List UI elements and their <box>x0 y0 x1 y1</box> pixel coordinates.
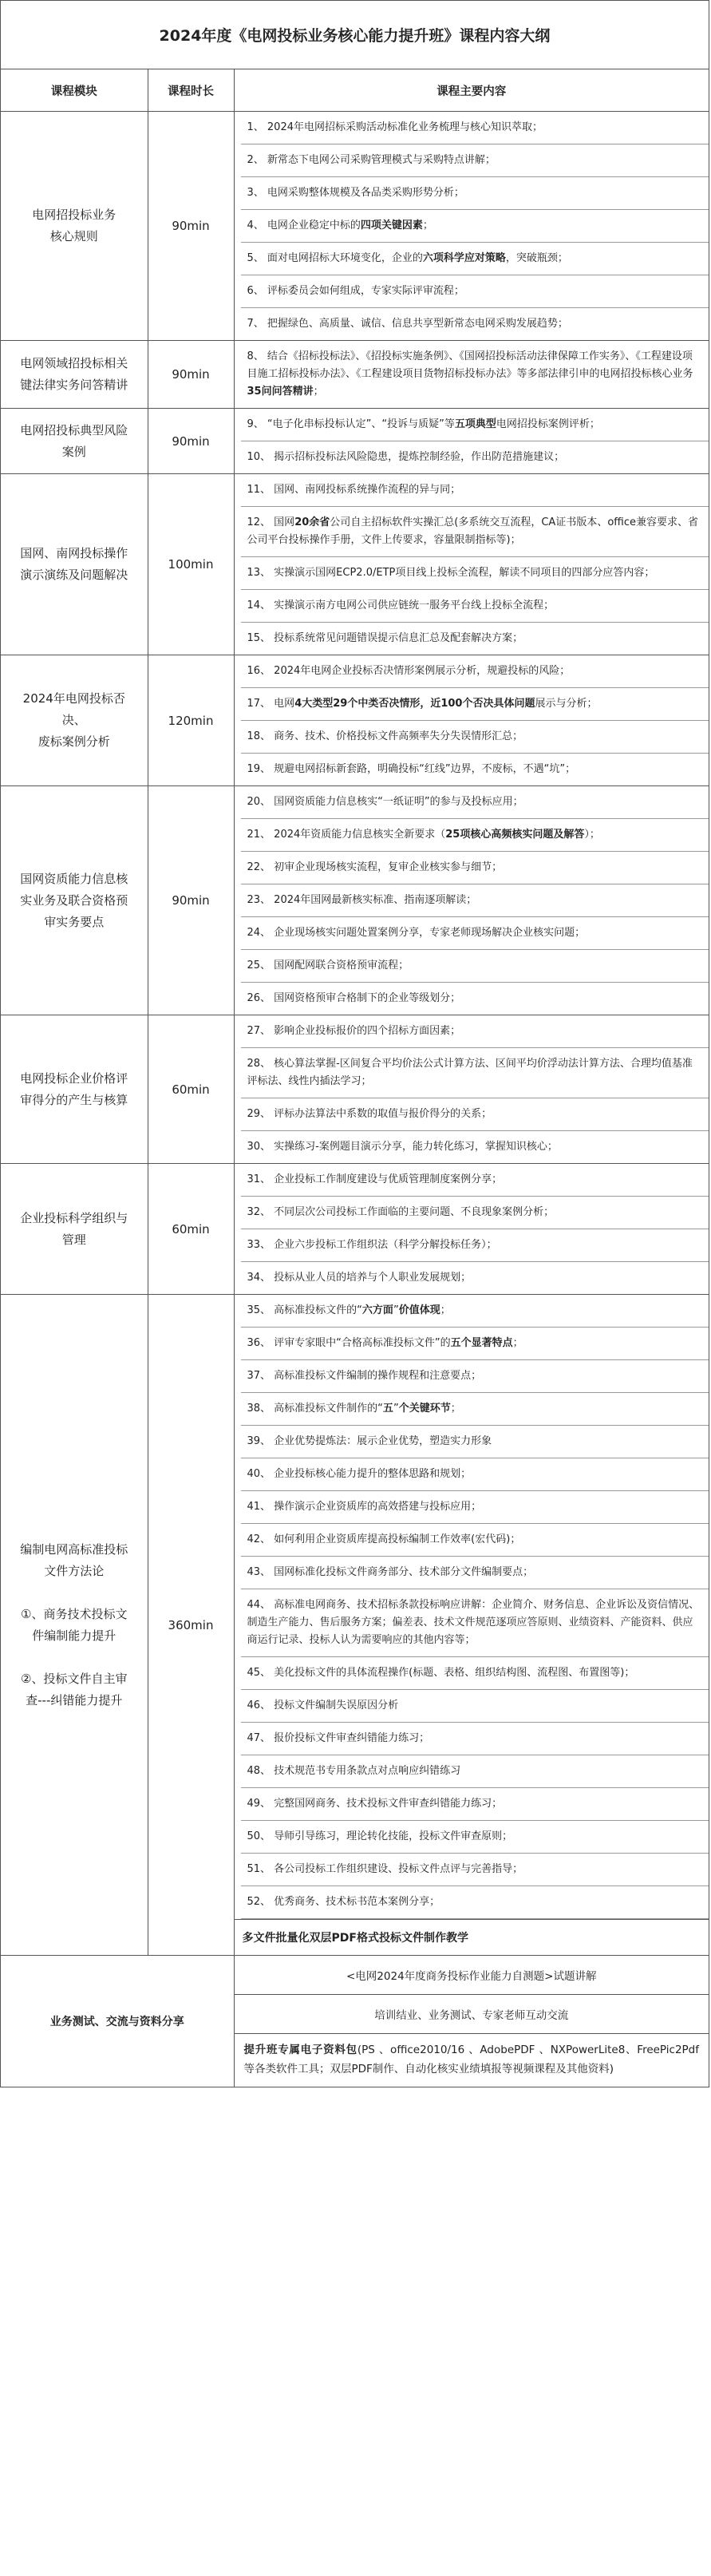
module-name-line: 查---纠错能力提升 <box>26 1692 123 1707</box>
item-text: ）； <box>584 829 600 841</box>
module-duration: 90min <box>148 409 234 474</box>
item-text: 13、 实操演示国网ECP2.0/ETP项目线上投标全流程，解读不同项目的四部分应答内容； <box>247 567 655 579</box>
item-text: 5、 面对电网招标大环境变化，企业的 <box>247 252 423 264</box>
item-text: 10、 揭示招标投标法风险隐患，提炼控制经验，作出防范措施建议； <box>247 451 565 463</box>
content-item <box>241 1690 709 1723</box>
module-name <box>1 112 148 341</box>
item-text: 11、 国网、南网投标系统操作流程的异与同； <box>247 484 461 496</box>
resource-pack-title: 提升班专属电子资料包 <box>243 2044 357 2056</box>
item-text: 38、 高标准投标文件制作的“ <box>247 1403 383 1415</box>
header-row <box>1 69 709 112</box>
content-item <box>241 1048 709 1098</box>
item-text: 28、 核心算法掌握-区间复合平均价法公式计算方法、区间平均价浮动法计算方法、合理均值基准评标法、线性内插法学习； <box>247 1058 693 1087</box>
module-name <box>1 1164 148 1295</box>
module-duration: 100min <box>148 474 234 655</box>
content-item <box>241 1098 709 1131</box>
item-text: 31、 企业投标工作制度建设与优质管理制度案例分享； <box>247 1173 503 1185</box>
item-text: ” <box>393 1403 399 1415</box>
content-item <box>241 1328 709 1360</box>
content-item <box>241 1197 709 1229</box>
module-items <box>234 409 709 474</box>
item-text: 展示与分析； <box>535 698 598 710</box>
outline-table <box>1 69 709 2087</box>
module-duration: 360min <box>148 1295 234 1956</box>
content-item <box>241 1131 709 1163</box>
item-text: 51、 各公司投标工作组织建设、投标文件点评与完善指导； <box>247 1863 523 1875</box>
content-item <box>241 917 709 950</box>
content-item <box>241 884 709 917</box>
module-name-line: 电网招投标典型风险 <box>20 422 128 437</box>
module-row <box>1 1164 709 1295</box>
content-item <box>241 210 709 243</box>
module-items <box>234 112 709 341</box>
module-name <box>1 341 148 409</box>
item-text: 7、 把握绿色、高质量、诚信、信息共享型新常态电网采购发展趋势； <box>247 318 568 330</box>
item-text: ” <box>393 1304 399 1316</box>
content-item <box>241 1458 709 1491</box>
module-duration: 90min <box>148 112 234 341</box>
item-text-bold: 35问问答精讲 <box>247 386 314 398</box>
module-row <box>1 786 709 1015</box>
content-item <box>241 1164 709 1197</box>
item-text: 25、 国网配网联合资格预审流程； <box>247 960 409 971</box>
extra-row-1 <box>1 1956 709 1995</box>
item-text: 33、 企业六步投标工作组织法（科学分解投标任务）； <box>247 1239 497 1251</box>
content-item <box>241 341 709 408</box>
item-text: 1、 2024年电网招标采购活动标准化业务梳理与核心知识萃取； <box>247 121 543 133</box>
item-text-bold: 四项关键因素 <box>360 220 423 231</box>
module-row <box>1 474 709 655</box>
content-item <box>241 852 709 884</box>
item-text: 24、 企业现场核实问题处置案例分享，专家老师现场解决企业核实问题； <box>247 927 586 939</box>
module-row <box>1 1015 709 1164</box>
header-content: 课程主要内容 <box>234 69 709 112</box>
content-item <box>241 1393 709 1426</box>
item-text: 36、 评审专家眼中“合格高标准投标文件”的 <box>247 1337 451 1349</box>
content-item <box>241 474 709 507</box>
content-item <box>241 1295 709 1328</box>
item-text-bold: 六项科学应对策略 <box>422 252 506 264</box>
item-text: 49、 完整国网商务、技术投标文件审查纠错能力练习； <box>247 1798 503 1810</box>
header-module: 课程模块 <box>1 69 148 112</box>
content-item <box>241 721 709 754</box>
content-item <box>241 1015 709 1048</box>
module-name-line: 企业投标科学组织与 <box>20 1210 128 1225</box>
item-text: 42、 如何利用企业资质库提高投标编制工作效率(宏代码)； <box>247 1533 521 1545</box>
module-name-line: 实业务及联合资格预 <box>20 892 128 908</box>
content-item <box>241 177 709 210</box>
header-duration: 课程时长 <box>148 69 234 112</box>
module-row <box>1 341 709 409</box>
module-name <box>1 409 148 474</box>
content-item <box>241 1854 709 1886</box>
content-item <box>241 655 709 688</box>
module-row <box>1 409 709 474</box>
item-text: 公司自主招标软件实操汇总(多系统交互流程，CA证书版本、office兼容要求、省公司平台投标操作手册，文件上传要求，容量限制指标等)； <box>247 516 698 546</box>
content-item <box>241 1723 709 1755</box>
module-name-line: 2024年电网投标否决、 <box>22 691 125 727</box>
module-name-line: 演示演练及问题解决 <box>20 568 128 582</box>
content-item <box>241 409 709 441</box>
item-text: 35、 高标准投标文件的“ <box>247 1304 362 1316</box>
module-items <box>234 1164 709 1295</box>
item-text: 34、 投标从业人员的培养与个人职业发展规划； <box>247 1272 472 1284</box>
module-items <box>234 655 709 786</box>
module-row <box>1 655 709 786</box>
item-text-bold: 五个显著特点 <box>450 1337 513 1349</box>
module-name-line: 电网投标企业价格评 <box>20 1070 128 1086</box>
item-text: 3、 电网采购整体规模及各品类采购形势分析； <box>247 187 464 199</box>
module-name-line: 电网招投标业务 <box>32 208 117 222</box>
module-name-line: 键法律实务问答精讲 <box>20 378 128 392</box>
item-text: 4、 电网企业稳定中标的 <box>247 220 361 231</box>
content-item <box>241 1426 709 1458</box>
item-text: ； <box>450 1403 461 1415</box>
module-name-line: 审得分的产生与核算 <box>20 1092 128 1107</box>
module-items <box>234 474 709 655</box>
content-item <box>241 1491 709 1524</box>
item-text: 30、 实操练习-案例题目演示分享，能力转化练习，掌握知识核心； <box>247 1141 558 1153</box>
module-name-line: 文件方法论 <box>44 1563 105 1578</box>
module-name-line: ①、商务技术投标文 <box>21 1606 128 1621</box>
item-text: 39、 企业优势提炼法：展示企业优势，塑造实力形象 <box>247 1435 492 1447</box>
item-text: 6、 评标委员会如何组成，专家实际评审流程； <box>247 285 464 297</box>
item-text: 50、 导师引导练习，理论转化技能，投标文件审查原则； <box>247 1830 513 1842</box>
module-name-line: 电网领域招投标相关 <box>20 356 128 370</box>
item-text-bold: 25项核心高频核实问题及解答 <box>445 829 585 841</box>
item-text: ； <box>512 1337 523 1349</box>
content-item <box>241 1360 709 1393</box>
content-item <box>241 1886 709 1919</box>
item-text: 2、 新常态下电网公司采购管理模式与采购特点讲解； <box>247 154 496 166</box>
module-name-line: 核心规则 <box>49 229 98 243</box>
content-item <box>241 144 709 177</box>
item-text: 29、 评标办法算法中系数的取值与报价得分的关系； <box>247 1108 492 1120</box>
item-text-bold: 五 <box>382 1403 393 1415</box>
item-text: 12、 国网 <box>247 516 295 528</box>
content-item <box>241 1657 709 1690</box>
item-text: 26、 国网资格预审合格制下的企业等级划分； <box>247 992 461 1004</box>
extra-line-quiz: <电网2024年度商务投标作业能力自测题>试题讲解 <box>234 1956 709 1995</box>
module-name-line <box>12 1647 136 1668</box>
content-item <box>241 557 709 590</box>
content-item <box>241 1262 709 1294</box>
content-item <box>241 1524 709 1557</box>
item-text: 43、 国网标准化投标文件商务部分、技术部分文件编制要点； <box>247 1566 534 1578</box>
item-text: 46、 投标文件编制失误原因分析 <box>247 1700 399 1711</box>
item-text: 47、 报价投标文件审查纠错能力练习； <box>247 1732 430 1744</box>
item-text: 44、 高标准电网商务、技术招标条款投标响应讲解：企业简介、财务信息、企业诉讼及资信情况、制造生产能力、售后服务方案；偏差表、技术文件规范逐项应答原则、业绩资料、产能资料、供应商运行记录、投标人认为需要响应的其他内容等； <box>247 1599 700 1646</box>
content-item <box>241 590 709 623</box>
module-duration: 90min <box>148 341 234 409</box>
module-name <box>1 655 148 786</box>
module-name <box>1 474 148 655</box>
item-text: 14、 实操演示南方电网公司供应链统一服务平台线上投标全流程； <box>247 599 555 611</box>
item-text: ，突破瓶颈； <box>505 252 568 264</box>
item-text-bold: 六方面 <box>361 1304 393 1316</box>
content-item <box>241 308 709 340</box>
content-item <box>241 623 709 655</box>
extra-module: 业务测试、交流与资料分享 <box>1 1956 234 2087</box>
item-text: 16、 2024年电网企业投标否决情形案例展示分析，规避投标的风险； <box>247 665 571 677</box>
item-text-bold: 个关键环节 <box>398 1403 451 1415</box>
module-name-line: 废标案例分析 <box>38 734 110 749</box>
item-text: 40、 企业投标核心能力提升的整体思路和规划； <box>247 1468 472 1480</box>
content-item <box>241 1589 709 1657</box>
module-name-line <box>12 1582 136 1604</box>
item-text: 37、 高标准投标文件编制的操作规程和注意要点； <box>247 1370 482 1382</box>
content-item <box>241 1821 709 1854</box>
content-item <box>241 754 709 785</box>
module-name-line: 审实务要点 <box>44 914 105 929</box>
module-name-line: 件编制能力提升 <box>32 1628 117 1643</box>
module-name <box>1 786 148 1015</box>
content-item <box>241 112 709 144</box>
item-text-bold: 20余省 <box>294 516 330 528</box>
item-text: 15、 投标系统常见问题错误提示信息汇总及配套解决方案； <box>247 632 523 644</box>
module-items <box>234 1295 709 1956</box>
module-items <box>234 1015 709 1164</box>
module-name-line: 管理 <box>61 1232 86 1247</box>
module-row <box>1 112 709 341</box>
content-item <box>241 688 709 721</box>
module-duration: 60min <box>148 1164 234 1295</box>
item-text: 8、 结合《招标投标法》、《招投标实施条例》、《国网招投标活动法律保障工作实务》、《工程建设项目施工招标投标办法》、《工程建设项目货物招标投标办法》等多部法律引申的电网招投标核心业务 <box>247 350 693 380</box>
item-text-bold: 4大类型29个中类否决情形，近100个否决具体问题 <box>294 698 535 710</box>
content-item <box>241 1229 709 1262</box>
content-item <box>241 1557 709 1589</box>
module-name-line: ②、投标文件自主审 <box>21 1671 128 1686</box>
resource-pack-detail: (PS 、office2010/16 、AdobePDF 、NXPowerLite8、FreePic2Pdf等各类软件工具；双层PDF制作、自动化核实业绩填报等视频课程及其他资料) <box>243 2044 699 2075</box>
extra-line-exchange: 培训结业、业务测试、专家老师互动交流 <box>234 1995 709 2034</box>
item-text-bold: 价值体现 <box>398 1304 440 1316</box>
content-item <box>241 786 709 819</box>
item-text: ； <box>422 220 433 231</box>
module-name-line: 国网、南网投标操作 <box>20 546 128 560</box>
content-item <box>241 275 709 308</box>
item-text: 20、 国网资质能力信息核实“一纸证明”的参与及投标应用； <box>247 796 523 808</box>
module-name-line: 国网资质能力信息核 <box>20 871 128 886</box>
module-name <box>1 1015 148 1164</box>
content-item <box>241 1788 709 1821</box>
module-items <box>234 341 709 409</box>
module-summary: 多文件批量化双层PDF格式投标文件制作教学 <box>235 1919 709 1955</box>
module-row <box>1 1295 709 1956</box>
content-item <box>241 950 709 983</box>
content-item <box>241 819 709 852</box>
content-item <box>241 983 709 1015</box>
module-name <box>1 1295 148 1956</box>
item-text: 41、 操作演示企业资质库的高效搭建与投标应用； <box>247 1501 482 1513</box>
item-text: 48、 技术规范书专用条款点对点响应纠错练习 <box>247 1765 461 1777</box>
module-name-line: 案例 <box>61 444 86 459</box>
module-name-line: 编制电网高标准投标 <box>20 1541 128 1557</box>
module-duration: 60min <box>148 1015 234 1164</box>
item-text: ； <box>313 386 324 398</box>
content-item <box>241 507 709 557</box>
extra-line-resources <box>234 2034 709 2087</box>
item-text: 电网招投标案例评析； <box>496 418 600 430</box>
item-text-bold: 五项典型 <box>454 418 496 430</box>
item-text: 21、 2024年资质能力信息核实全新要求（ <box>247 829 446 841</box>
item-text: 52、 优秀商务、技术标书范本案例分享； <box>247 1896 440 1908</box>
content-item <box>241 1755 709 1788</box>
item-text: 22、 初审企业现场核实流程，复审企业核实参与细节； <box>247 861 503 873</box>
item-text: 45、 美化投标文件的具体流程操作(标题、表格、组织结构图、流程图、布置图等)； <box>247 1667 635 1679</box>
item-text: 9、 “电子化串标投标认定”、“投诉与质疑”等 <box>247 418 455 430</box>
item-text: 23、 2024年国网最新核实标准、指南逐项解读； <box>247 894 477 906</box>
page-title: 2024年度《电网投标业务核心能力提升班》课程内容大纲 <box>1 1 709 69</box>
module-duration: 90min <box>148 786 234 1015</box>
module-items <box>234 786 709 1015</box>
item-text: 27、 影响企业投标报价的四个招标方面因素； <box>247 1025 461 1037</box>
module-duration: 120min <box>148 655 234 786</box>
item-text: 32、 不同层次公司投标工作面临的主要问题、不良现象案例分析； <box>247 1206 555 1218</box>
content-item <box>241 441 709 473</box>
item-text: 18、 商务、技术、价格投标文件高频率失分失误情形汇总； <box>247 730 523 742</box>
extra-body <box>1 1956 709 2087</box>
outline-body <box>1 112 709 1956</box>
content-item <box>241 243 709 275</box>
item-text: 17、 电网 <box>247 698 295 710</box>
item-text: 19、 规避电网招标新套路，明确投标“红线”边界，不废标，不遇“坑”； <box>247 763 576 775</box>
item-text: ； <box>440 1304 451 1316</box>
